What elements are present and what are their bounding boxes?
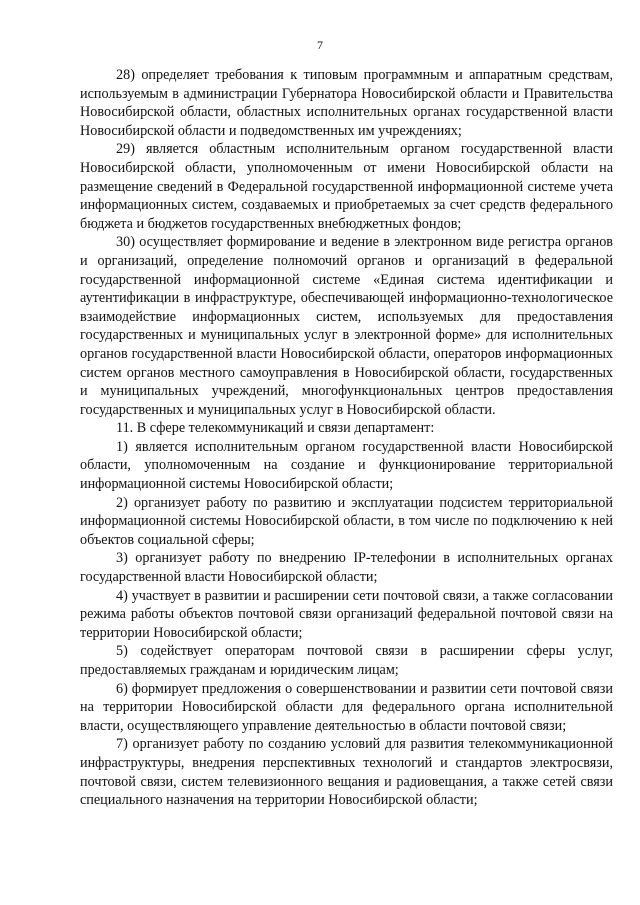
paragraph-item-29: 29) является областным исполнительным органом государственной власти Новосибирской области, уполномоченным от имени Новосибирской области на размещение сведений в Федеральной государственной информационной системе учета информационных систем, создаваемых и приобретаемых за счет средств федерального бюджета и бюджетов государственных внебюджетных фондов; bbox=[80, 141, 613, 232]
paragraph-item-30: 30) осуществляет формирование и ведение в электронном виде регистра органов и организаций, определение полномочий органов и организаций в федеральной государственной информационной системе «Единая система идентификации и аутентификации в инфраструктуре, обеспечивающей информационно-технологическое взаимодействие информационных систем, используемых для предоставления государственных и муниципальных услуг в электронной форме» для исполнительных органов государственной власти Новосибирской области, операторов информационных систем органов местного самоуправления в Новосибирской области, государственных и муниципальных учреждений, многофункциональных центров предоставления государственных и муниципальных услуг в Новосибирской области. bbox=[80, 234, 613, 418]
paragraph-item-2: 2) организует работу по развитию и эксплуатации подсистем территориальной информационной системы Новосибирской области, в том числе по подключению к ней объектов социальной сферы; bbox=[80, 494, 613, 548]
paragraph-item-5: 5) содействует операторам почтовой связи в расширении сферы услуг, предоставляемых гражданам и юридическим лицам; bbox=[80, 643, 613, 678]
paragraph-item-3: 3) организует работу по внедрению IP-телефонии в исполнительных органах государственной власти Новосибирской области; bbox=[80, 550, 613, 586]
paragraph-item-1: 1) является исполнительным органом государственной власти Новосибирской области, уполномоченным на создание и функционирование территориальной информационной системы Новосибирской области; bbox=[80, 438, 613, 493]
page-number: 7 bbox=[317, 38, 323, 52]
document-body bbox=[80, 66, 613, 810]
section-heading-telecom: 11. В сфере телекоммуникаций и связи департамент: bbox=[116, 420, 435, 437]
paragraph-item-6: 6) формирует предложения о совершенствовании и развитии сети почтовой связи на территории Новосибирской области для федерального органа исполнительной власти, осуществляющего управление деятельностью в области почтовой связи; bbox=[80, 680, 613, 734]
paragraph-item-7: 7) организует работу по созданию условий для развития телекоммуникационной инфраструктуры, внедрения перспективных технологий и стандартов электросвязи, почтовой связи, систем телевизионного вещания и радиовещания, а также сетей связи специального назначения на территории Новосибирской области; bbox=[80, 736, 613, 809]
paragraph-item-28: 28) определяет требования к типовым программным и аппаратным средствам, используемым в администрации Губернатора Новосибирской области и Правительства Новосибирской области, областных исполнительных органах государственной власти Новосибирской области и подведомственных им учреждениях; bbox=[80, 67, 613, 139]
paragraph-item-4: 4) участвует в развитии и расширении сети почтовой связи, а также согласовании режима работы объектов почтовой связи организаций федеральной почтовой связи на территории Новосибирской области; bbox=[80, 587, 613, 641]
